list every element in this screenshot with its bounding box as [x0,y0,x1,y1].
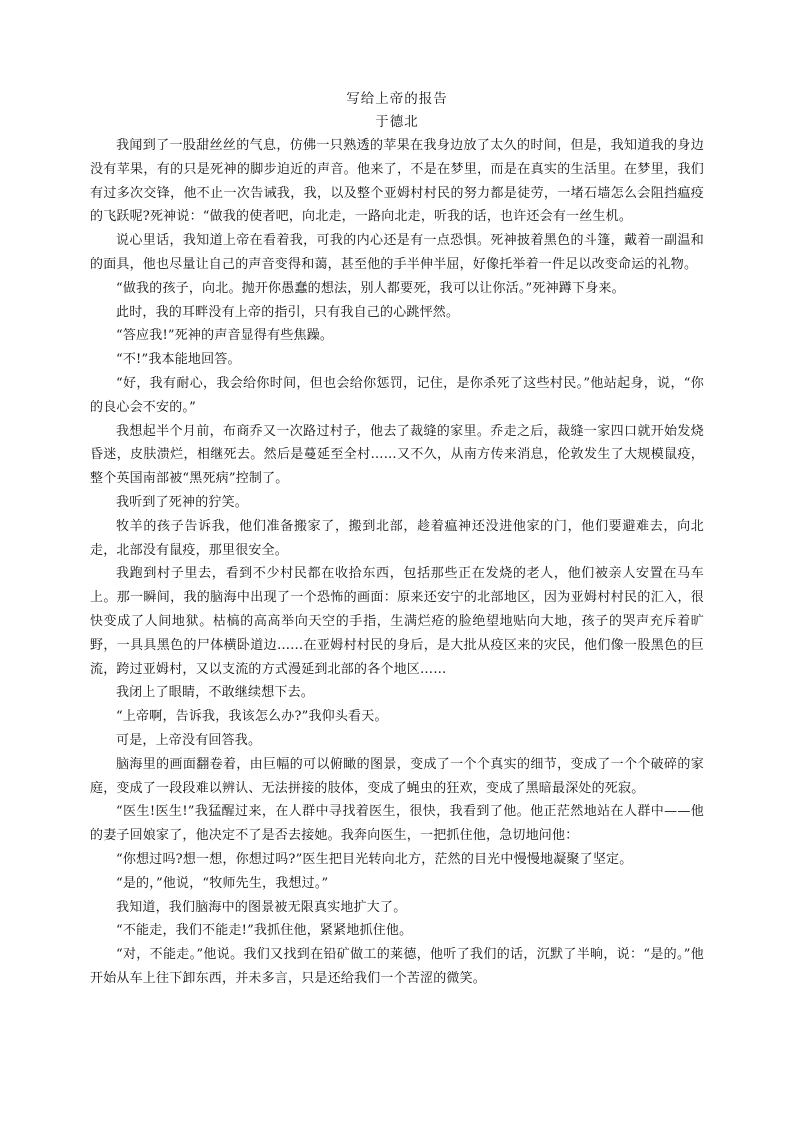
paragraph: 我知道，我们脑海中的图景被无限真实地扩大了。 [116,899,407,915]
paragraph: “你想过吗?想一想，你想过吗?”医生把目光转向北方，茫然的目光中慢慢地凝聚了坚定。 [116,851,633,867]
paragraph: “不能走，我们不能走!”我抓住他，紧紧地抓住他。 [116,923,413,939]
paragraph: “上帝啊，告诉我，我该怎么办?”我仰头看天。 [116,709,388,725]
paragraph: 我想起半个月前，布商乔又一次路过村子，他去了裁缝的家里。乔走之后，裁缝一家四口就开始发烧昏迷，皮肤溃烂，相继死去。然后是蔓延至全村……又不久，从南方传来消息，伦敦发生了大规模鼠疫，整个英国南部被“黑死病”控制了。 [90,423,704,487]
paragraph: 可是，上帝没有回答我。 [116,732,262,748]
paragraph: 脑海里的画面翻卷着，由巨幅的可以俯瞰的图景，变成了一个个真实的细节，变成了一个个破碎的家庭，变成了一段段难以辨认、无法拼接的肢体，变成了蝇虫的狂欢，变成了黑暗最深处的死寂。 [90,756,704,796]
paragraph: 牧羊的孩子告诉我，他们准备搬家了，搬到北部，趁着瘟神还没进他家的门，他们要避难去，向北走，北部没有鼠疫，那里很安全。 [90,518,704,558]
paragraph: “是的，”他说，“牧师先生，我想过。” [116,875,329,891]
document-author: 于德北 [375,114,419,130]
document-page [90,88,704,991]
document-body [90,134,704,991]
paragraph: “不!”我本能地回答。 [116,352,241,368]
paragraph: “医生!医生!”我猛醒过来，在人群中寻找着医生，很快，我看到了他。他正茫然地站在人群中——他的妻子回娘家了，他决定不了是否去接她。我奔向医生，一把抓住他，急切地问他： [90,804,704,844]
paragraph: “答应我!”死神的声音显得有些焦躁。 [116,328,334,344]
paragraph: “做我的孩子，向北。抛开你愚蠢的想法，别人都要死，我可以让你活。”死神蹲下身来。 [116,280,625,296]
document-title: 写给上帝的报告 [346,91,448,107]
paragraph: 此时，我的耳畔没有上帝的指引，只有我自己的心跳怦然。 [116,304,460,320]
paragraph: 我跑到村子里去，看到不少村民都在收拾东西，包括那些正在发烧的老人，他们被亲人安置在马车上。那一瞬间，我的脑海中出现了一个恐怖的画面：原来还安宁的北部地区，因为亚姆村村民的汇入，很快变成了人间地狱。枯槁的高高举向天空的手指，生满烂疮的脸绝望地贴向大地，孩子的哭声充斥着旷野，一具具黑色的尸体横卧道边……在亚姆村村民的身后，是大批从疫区来的灾民，他们像一股黑色的巨流，跨过亚姆村，又以支流的方式漫延到北部的各个地区…… [90,566,704,677]
paragraph: 说心里话，我知道上帝在看着我，可我的内心还是有一点恐惧。死神披着黑色的斗篷，戴着一副温和的面具，他也尽量让自己的声音变得和蔼，甚至他的手半伸半屈，好像托举着一件足以改变命运的礼物。 [90,233,704,272]
paragraph: “对，不能走。”他说。我们又找到在铅矿做工的莱德，他听了我们的话，沉默了半晌，说：“是的。”他开始从车上往下卸东西，并未多言，只是还给我们一个苦涩的微笑。 [90,947,704,986]
paragraph: 我闭上了眼睛，不敢继续想下去。 [116,685,315,701]
paragraph: 我闻到了一股甜丝丝的气息，仿佛一只熟透的苹果在我身边放了太久的时间，但是，我知道我的身边没有苹果，有的只是死神的脚步迫近的声音。他来了，不是在梦里，而是在真实的生活里。在梦里，我们有过多次交锋，他不止一次告诫我，我，以及整个亚姆村村民的努力都是徒劳，一堵石墙怎么会阻挡瘟疫的飞跃呢?死神说：“做我的使者吧，向北走，一路向北走，听我的话，也许还会有一丝生机。 [90,138,704,225]
paragraph: “好，我有耐心，我会给你时间，但也会给你惩罚，记住，是你杀死了这些村民。”他站起身，说，“你的良心会不安的。” [90,375,704,415]
paragraph: 我听到了死神的狞笑。 [116,494,249,510]
